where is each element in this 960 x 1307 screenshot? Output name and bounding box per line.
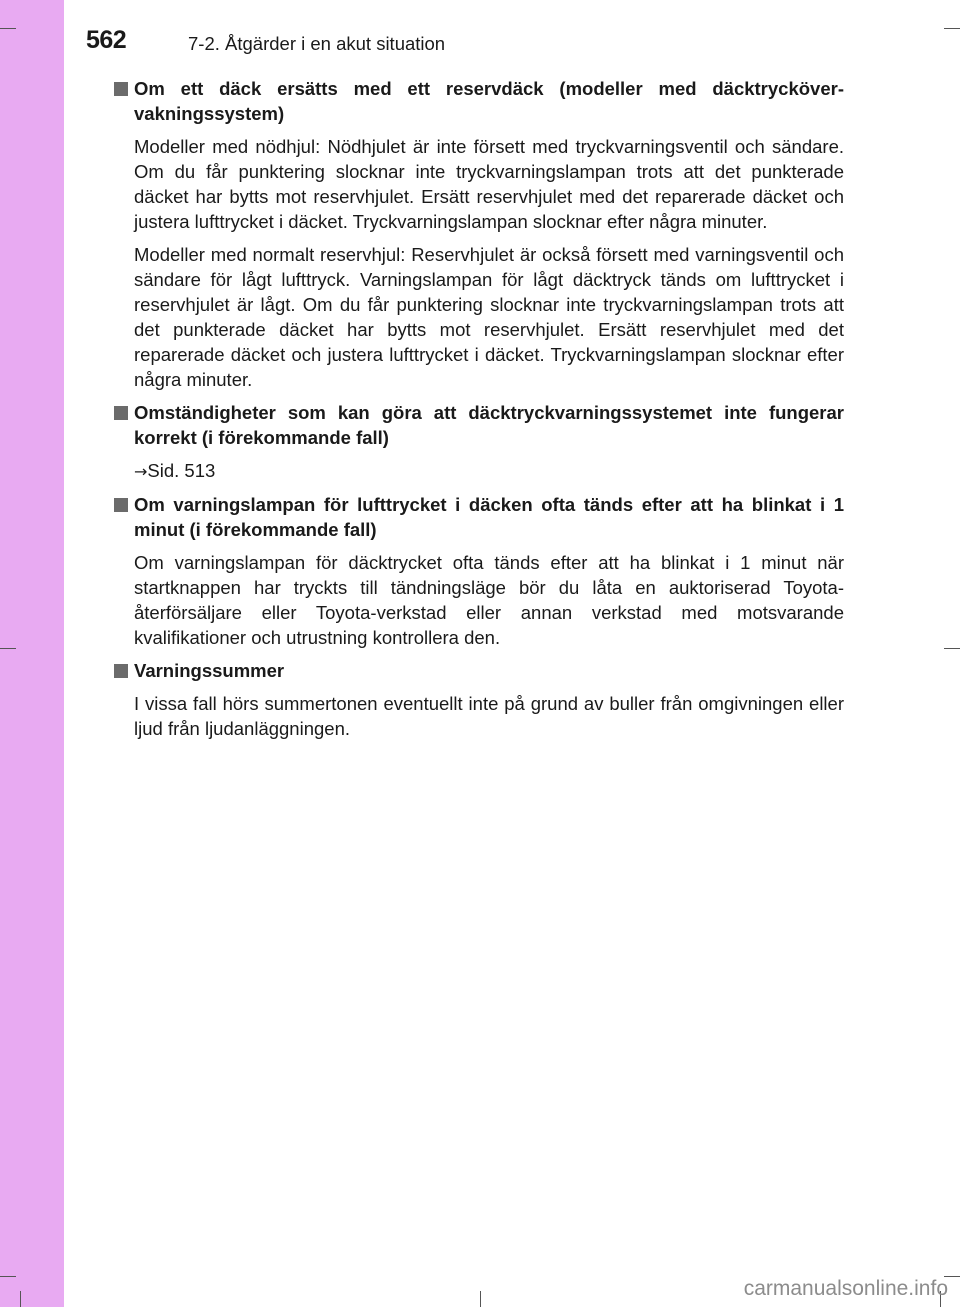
arrow-right-icon: → xyxy=(134,462,148,481)
section-heading xyxy=(114,76,844,126)
paragraph: Om varningslampan för däcktrycket ofta tänds efter att ha blinkat i 1 minut när startknappen har tryckts till tändningsläge bör du låta en auktoriserad Toyotaåterförsäljare eller Toyota-verkstad eller annan verkstad med motsvarande kvalifikationer och utrustning kontrollera den. xyxy=(134,552,844,648)
section-heading xyxy=(114,400,844,450)
section-warning-light-blink xyxy=(114,492,844,650)
crop-mark xyxy=(20,1291,21,1307)
square-bullet-icon xyxy=(114,82,128,96)
chapter-side-band xyxy=(0,0,64,1307)
crop-mark xyxy=(0,28,16,29)
square-bullet-icon xyxy=(114,406,128,420)
section-heading xyxy=(114,492,844,542)
crop-mark xyxy=(944,648,960,649)
page-content xyxy=(114,76,844,749)
section-warning-buzzer xyxy=(114,658,844,741)
crop-mark xyxy=(944,28,960,29)
section-spare-tire xyxy=(114,76,844,392)
section-heading xyxy=(114,658,844,683)
crop-mark xyxy=(0,1276,16,1277)
paragraph: Modeller med normalt reservhjul: Reservhjulet är också försett med varningsventil och sändare för lågt lufttryck. Varningslampan för lågt däcktryck tänds om lufttrycket i reservhjulet är lågt. Om du får punktering slocknar inte tryckvarningslampan trots att det punkterade däcket har bytts mot reservhjulet. Ersätt reservhjulet med det reparerade däcket och justera lufttrycket i däcket. Tryckvarningslampan slocknar efter några minuter. xyxy=(134,244,844,390)
page-reference-link[interactable]: Sid. 513 xyxy=(147,460,216,481)
heading-text: Om ett däck ersätts med ett reservdäck (modeller med däcktryckövervakningssystem) xyxy=(134,78,844,124)
section-circumstances xyxy=(114,400,844,484)
paragraph: I vissa fall hörs summertonen eventuellt inte på grund av buller från omgivningen eller ljud från ljudanläggningen. xyxy=(134,693,844,739)
watermark: carmanualsonline.info xyxy=(743,1277,948,1300)
page-reference xyxy=(134,458,844,484)
square-bullet-icon xyxy=(114,498,128,512)
crop-mark xyxy=(480,1291,481,1307)
heading-text: Varningssummer xyxy=(134,660,285,681)
heading-text: Omständigheter som kan göra att däcktryckvarningssystemet inte fungerar korrekt (i förekommande fall) xyxy=(134,402,844,448)
heading-text: Om varningslampan för lufttrycket i däcken ofta tänds efter att ha blinkat i 1 minut (i förekommande fall) xyxy=(134,494,844,540)
crop-mark xyxy=(0,648,16,649)
page-number: 562 xyxy=(86,26,127,54)
paragraph: Modeller med nödhjul: Nödhjulet är inte försett med tryckvarningsventil och sändare. Om du får punktering slocknar inte tryckvarningslampan trots att det punkterade däcket har bytts mot reservhjulet. Ersätt reservhjulet med det reparerade däcket och justera lufttrycket i däcket. Tryckvarningslampan slocknar efter några minuter. xyxy=(134,136,844,232)
square-bullet-icon xyxy=(114,664,128,678)
chapter-title: 7-2. Åtgärder i en akut situation xyxy=(188,33,446,54)
